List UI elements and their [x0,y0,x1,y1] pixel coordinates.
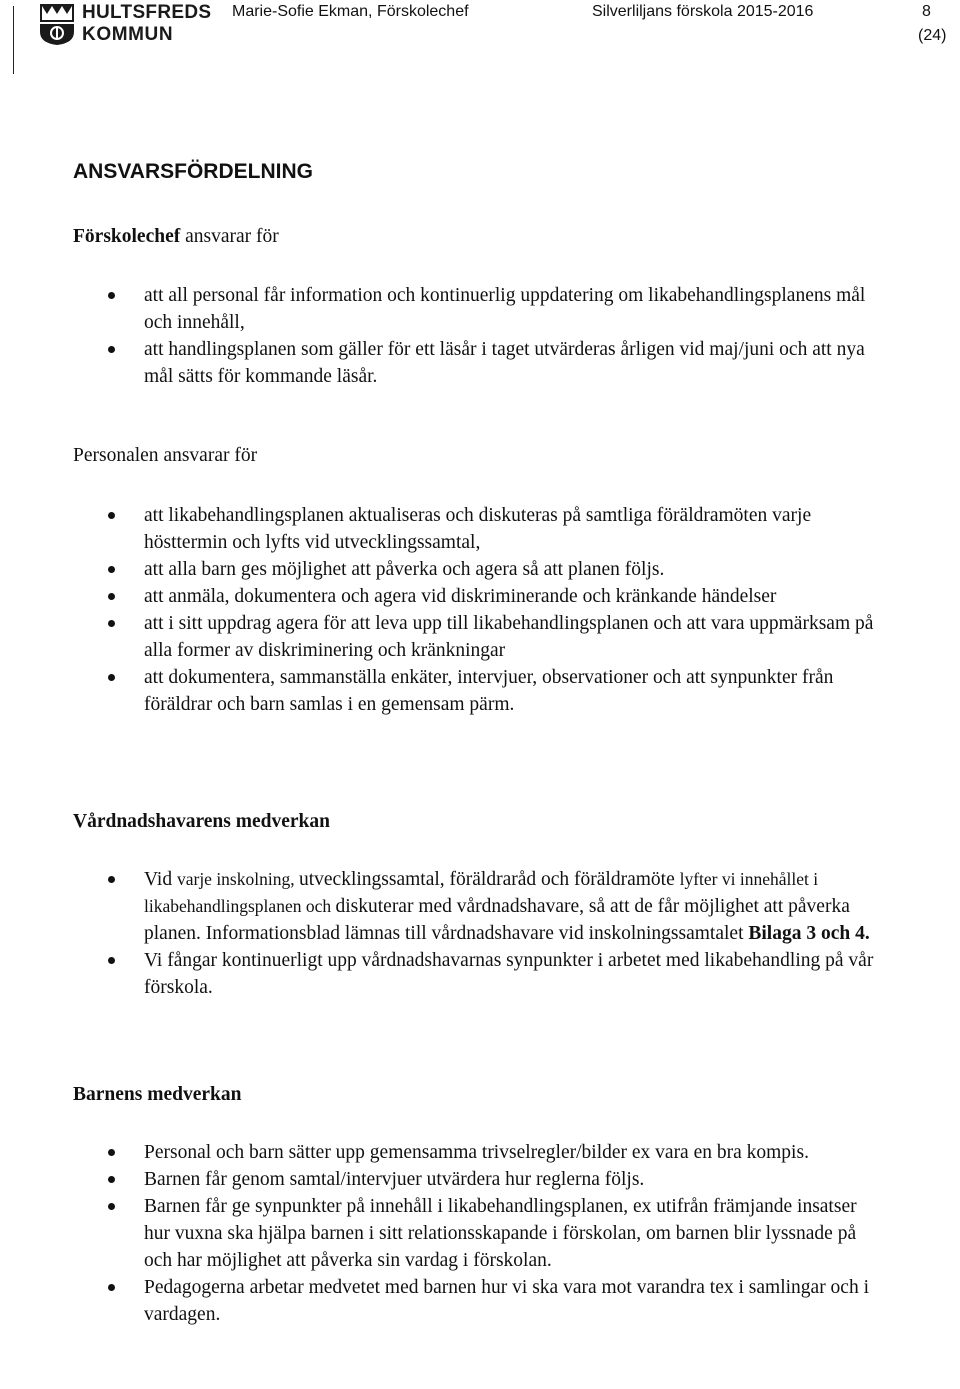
list-item: att dokumentera, sammanställa enkäter, intervjuer, observationer och att synpunkter från föräldrar och barn samlas i en gemensam pärm. [0,664,880,718]
section-heading-forskolechef [73,226,279,248]
bullet-icon [108,566,115,573]
forskolechef-list [0,282,880,390]
section-heading-barnen: Barnens medverkan [73,1084,242,1105]
section-heading-vardnadshavare: Vårdnadshavarens medverkan [73,811,330,832]
list-item: att anmäla, dokumentera och agera vid diskriminerande och kränkande händelser [0,583,880,610]
bullet-icon [108,346,115,353]
page-total: (24) [918,27,947,44]
page-number: 8 [922,3,931,20]
page-title: ANSVARSFÖRDELNING [73,160,313,183]
list-item: Vi fångar kontinuerligt upp vårdnadshavarnas synpunkter i arbetet med likabehandling på vår förskola. [0,947,880,1001]
header-document: Silverliljans förskola 2015-2016 [592,3,814,20]
list-item: att handlingsplanen som gäller för ett läsår i taget utvärderas årligen vid maj/juni och att nya mål sätts för kommande läsår. [0,336,880,390]
list-item: att likabehandlingsplanen aktualiseras och diskuteras på samtliga föräldramöten varje hösttermin och lyfts vid utvecklingssamtal, [0,502,880,556]
bullet-icon [108,593,115,600]
list-item: Barnen får ge synpunkter på innehåll i likabehandlingsplanen, ex utifrån främjande insatser hur vuxna ska hjälpa barnen i sitt relationsskapande i förskolan, om barnen blir lyssnade på och har möjlighet att påverka sin vardag i förskolan. [0,1193,880,1274]
list-item: Vid varje inskolning, utvecklingssamtal, föräldraråd och föräldramöte lyfter vi innehållet i likabehandlingsplanen och diskuterar med vårdnadshavare, så att de får möjlighet att påverka planen. Informationsblad lämnas till vårdnadshavare vid inskolningssamtalet Bilaga 3 och 4. [0,866,880,947]
list-item: Personal och barn sätter upp gemensamma trivselregler/bilder ex vara en bra kompis. [0,1139,880,1166]
municipality-logo [38,2,228,46]
bullet-icon [108,292,115,299]
list-item: att all personal får information och kontinuerlig uppdatering om likabehandlingsplanens mål och innehåll, [0,282,880,336]
page-header [0,0,960,75]
barnen-list [0,1139,880,1328]
list-item: Pedagogerna arbetar medvetet med barnen hur vi ska vara mot varandra tex i samlingar och i vardagen. [0,1274,880,1328]
bullet-icon [108,674,115,681]
heading-rest: ansvarar för [158,445,258,466]
personalen-list [0,502,880,718]
header-author: Marie-Sofie Ekman, Förskolechef [232,3,469,20]
list-item: att alla barn ges möjlighet att påverka och agera så att planen följs. [0,556,880,583]
bullet-icon [108,1149,115,1156]
header-rule [13,6,14,74]
logo-line1: HULTSFREDS [82,2,212,23]
heading-strong: Personalen [73,445,159,466]
bullet-icon [108,1176,115,1183]
bullet-icon [108,620,115,627]
logo-line2: KOMMUN [82,24,174,45]
bullet-icon [108,512,115,519]
vardnadshavare-list [0,866,880,1001]
list-item: att i sitt uppdrag agera för att leva upp till likabehandlingsplanen och att vara uppmärksam på alla former av diskriminering och kränkningar [0,610,880,664]
bullet-icon [108,1203,115,1210]
bullet-icon [108,1284,115,1291]
bullet-icon [108,876,115,883]
list-item: Barnen får genom samtal/intervjuer utvärdera hur reglerna följs. [0,1166,880,1193]
heading-bold: Förskolechef [73,226,181,247]
heading-rest: ansvarar för [180,226,279,247]
crest-icon [38,2,76,46]
section-heading-personalen [73,445,257,467]
bullet-icon [108,957,115,964]
